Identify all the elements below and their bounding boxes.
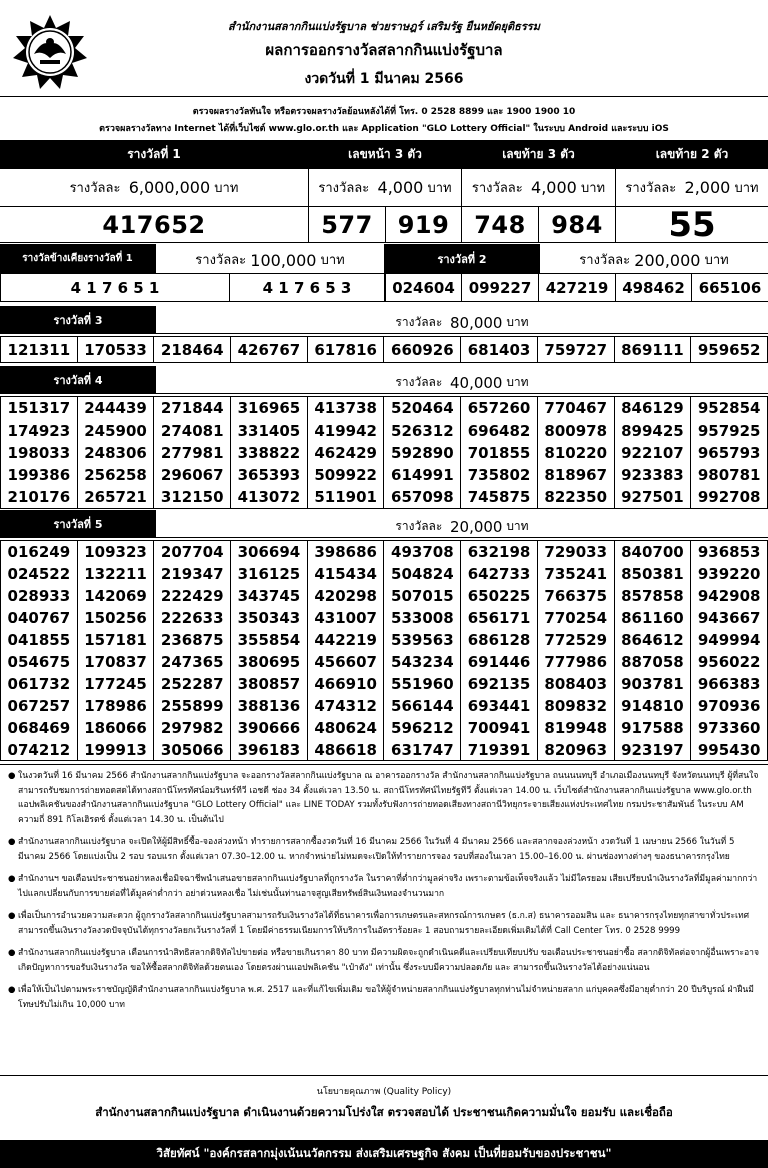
prize2-header: รางวัลที่ 2 — [385, 244, 540, 274]
prize5-number: 199913 — [78, 739, 155, 761]
prize4-number: 296067 — [154, 464, 231, 486]
prize4-grid — [0, 396, 768, 509]
prize5-number: 857858 — [615, 585, 692, 607]
prize2-number: 427219 — [539, 274, 616, 302]
prize5-number: 388136 — [231, 695, 308, 717]
front3-amount: รางวัลละ 4,000 บาท — [309, 169, 462, 207]
near-prize-header: รางวัลข้างเคียงรางวัลที่ 1 — [0, 244, 156, 274]
prize5-number: 061732 — [1, 673, 78, 695]
prize5-number: 297982 — [154, 717, 231, 739]
announcements — [0, 764, 768, 1076]
prize5-number: 772529 — [538, 629, 615, 651]
prize5-number: 820963 — [538, 739, 615, 761]
prize3-number: 759727 — [538, 337, 615, 363]
prize5-header — [0, 510, 768, 538]
prize3-number: 869111 — [615, 337, 692, 363]
near-number: 4 1 7 6 5 1 — [0, 274, 230, 302]
prize4-number: 413738 — [308, 397, 385, 419]
prize4-number: 965793 — [691, 442, 768, 464]
prize5-number: 480624 — [308, 717, 385, 739]
prize3-number: 681403 — [461, 337, 538, 363]
prize5-number: 939220 — [691, 563, 768, 585]
prize5-number: 028933 — [1, 585, 78, 607]
prize5-number: 864612 — [615, 629, 692, 651]
announcement-item: ● สำนักงานสลากกินแบ่งรัฐบาล จะเปิดให้ผู้มีสิทธิ์ซื้อ-จองล่วงหน้า ทำรายการสลากซื้องวดวันที่ 16 มีนาคม 2566 ในวันที่ 4 มีนาคม 2566 และสลากจองล่วงหน้า งวดวันที่ 1 เมษายน 2566 ในวันที่ 5 มีนาคม 2566 โดยแบ่งเป็น 2 รอบ รอบแรก ตั้งแต่เวลา 07.30–12.00 น. หากจำหน่ายไม่หมดจะเปิดให้ทำรายการจอง รอบที่สองในเวลา 15.00–16.00 น. ผ่านช่องทางต่างๆ ของธนาคารกรุงไทย — [8, 837, 735, 862]
prize4-title: รางวัลที่ 4 — [0, 366, 156, 394]
prize4-number: 735802 — [461, 464, 538, 486]
prize5-number: 693441 — [461, 695, 538, 717]
prize5-number: 396183 — [231, 739, 308, 761]
prize5-number: 132211 — [78, 563, 155, 585]
prize2-amount: รางวัลละ 200,000 บาท — [540, 244, 768, 274]
prize5-grid — [0, 540, 768, 761]
prize4-number: 526312 — [384, 419, 461, 441]
announcement-item: ● สำนักงานฯ ขอเตือนประชาชนอย่าหลงเชื่อมิจฉาชีพนำเสนอขายสลากกินแบ่งรัฐบาลที่ถูกรางวัล ในราคาที่ต่ำกว่ามูลค่าจริง เพราะตามข้อเท็จจริงแล้ว ไม่มีใครยอม เสียเปรียบนำเงินรางวัลที่มีมูลค่ามากกว่า ไปแลกเปลี่ยนกับการขายต่อที่ได้มูลค่าต่ำกว่า อย่าด่วนหลงเชื่อ ไม่เช่นนั้นท่านอาจสูญเสียทรัพย์สินเงินทองจำนวนมาก — [8, 874, 758, 899]
prize5-number: 074212 — [1, 739, 78, 761]
prize3-grid — [0, 336, 768, 363]
front3-number: 919 — [386, 207, 462, 243]
prize4-number: 696482 — [461, 419, 538, 441]
prize5-number: 533008 — [384, 607, 461, 629]
prize5-number: 236875 — [154, 629, 231, 651]
front3-header: เลขหน้า 3 ตัว — [309, 141, 462, 169]
prize4-number: 957925 — [691, 419, 768, 441]
prize5-number: 186066 — [78, 717, 155, 739]
prize4-number: 511901 — [308, 487, 385, 509]
near-prize-amount: รางวัลละ 100,000 บาท — [156, 244, 385, 274]
prize3-header — [0, 306, 768, 334]
prize5-number: 486618 — [308, 739, 385, 761]
prize5-number: 809832 — [538, 695, 615, 717]
prize5-number: 700941 — [461, 717, 538, 739]
prize5-number: 219347 — [154, 563, 231, 585]
prize4-number: 316965 — [231, 397, 308, 419]
prize4-number: 701855 — [461, 442, 538, 464]
prize4-number: 922107 — [615, 442, 692, 464]
prize4-number: 822350 — [538, 487, 615, 509]
prize3-number: 170533 — [78, 337, 155, 363]
back3-header: เลขท้าย 3 ตัว — [462, 141, 616, 169]
divider — [0, 96, 768, 97]
policy-statement: สำนักงานสลากกินแบ่งรัฐบาล ดำเนินงานด้วยความโปร่งใส ตรวจสอบได้ ประชาชนเกิดความมั่นใจ ยอมรับ และเชื่อถือ — [95, 1105, 673, 1119]
prize5-number: 355854 — [231, 629, 308, 651]
prize5-number: 777986 — [538, 651, 615, 673]
prize4-number: 818967 — [538, 464, 615, 486]
prize5-number: 222429 — [154, 585, 231, 607]
prize4-number: 992708 — [691, 487, 768, 509]
prize5-number: 650225 — [461, 585, 538, 607]
header-title: ผลการออกรางวัลสลากกินแบ่งรัฐบาล — [265, 41, 503, 59]
prize4-number: 770467 — [538, 397, 615, 419]
prize5-number: 170837 — [78, 651, 155, 673]
page-header — [0, 0, 768, 94]
prize4-number: 846129 — [615, 397, 692, 419]
prize4-number: 520464 — [384, 397, 461, 419]
prize4-number: 899425 — [615, 419, 692, 441]
prize5-number: 247365 — [154, 651, 231, 673]
prize4-number: 509922 — [308, 464, 385, 486]
prize4-number: 210176 — [1, 487, 78, 509]
prize5-number: 956022 — [691, 651, 768, 673]
prize4-number: 413072 — [231, 487, 308, 509]
prize4-number: 248306 — [78, 442, 155, 464]
prize2-number: 665106 — [692, 274, 768, 302]
prize5-number: 420298 — [308, 585, 385, 607]
prize5-number: 729033 — [538, 541, 615, 563]
prize4-number: 312150 — [154, 487, 231, 509]
prize4-number: 244439 — [78, 397, 155, 419]
prize5-number: 507015 — [384, 585, 461, 607]
prize4-number: 419942 — [308, 419, 385, 441]
prize4-number: 980781 — [691, 464, 768, 486]
prize5-number: 390666 — [231, 717, 308, 739]
prize2-number: 498462 — [616, 274, 692, 302]
prize4-number: 256258 — [78, 464, 155, 486]
prize5-number: 222633 — [154, 607, 231, 629]
top-prizes-table — [0, 140, 768, 245]
prize5-number: 642733 — [461, 563, 538, 585]
prize5-number: 177245 — [78, 673, 155, 695]
back3-number: 748 — [462, 207, 539, 243]
policy-heading: นโยบายคุณภาพ (Quality Policy) — [316, 1087, 452, 1097]
prize1-header: รางวัลที่ 1 — [0, 141, 309, 169]
prize5-number: 949994 — [691, 629, 768, 651]
check-phone-info: ตรวจผลรางวัลทันใจ หรือตรวจผลรางวัลย้อนหลังได้ที่ โทร. 0 2528 8899 และ 1900 1900 10 — [192, 107, 576, 117]
prize5-number: 692135 — [461, 673, 538, 695]
back2-header: เลขท้าย 2 ตัว — [616, 141, 768, 169]
prize3-number: 617816 — [308, 337, 385, 363]
prize5-number: 305066 — [154, 739, 231, 761]
prize5-number: 466910 — [308, 673, 385, 695]
announcement-item: ● เพื่อเป็นการอำนวยความสะดวก ผู้ถูกรางวัลสลากกินแบ่งรัฐบาลสามารถรับเงินรางวัลได้ที่ธนาคารเพื่อการเกษตรและสหกรณ์การเกษตร (ธ.ก.ส) ธนาคารออมสิน และ ธนาคารกรุงไทยทุกสาขาทั่วประเทศ สามารถขึ้นเงินรางวัลงวดปัจจุบันได้ทุกรางวัลยกเว้นรางวัลที่ 1 โดยมีค่าธรรมเนียมการให้บริการในอัตราร้อยละ 1 สอบถามรายละเอียดเพิ่มเติมได้ที่ Call Center โทร. 0 2528 9999 — [8, 911, 750, 936]
prize4-number: 952854 — [691, 397, 768, 419]
prize5-number: 903781 — [615, 673, 692, 695]
back3-amount: รางวัลละ 4,000 บาท — [462, 169, 616, 207]
prize4-number: 810220 — [538, 442, 615, 464]
prize5-number: 596212 — [384, 717, 461, 739]
prize4-number: 800978 — [538, 419, 615, 441]
prize5-number: 306694 — [231, 541, 308, 563]
prize5-number: 631747 — [384, 739, 461, 761]
front3-number: 577 — [309, 207, 386, 243]
prize4-number: 657098 — [384, 487, 461, 509]
prize1-number: 417652 — [0, 207, 309, 243]
prize5-number: 808403 — [538, 673, 615, 695]
prize5-number: 973360 — [691, 717, 768, 739]
prize5-number: 041855 — [1, 629, 78, 651]
prize4-number: 271844 — [154, 397, 231, 419]
prize5-number: 914810 — [615, 695, 692, 717]
prize4-amount: รางวัลละ 40,000 บาท — [395, 374, 529, 392]
prize5-amount: รางวัลละ 20,000 บาท — [395, 518, 529, 536]
prize5-number: 350343 — [231, 607, 308, 629]
prize5-number: 861160 — [615, 607, 692, 629]
prize5-number: 016249 — [1, 541, 78, 563]
prize4-number: 151317 — [1, 397, 78, 419]
prize5-number: 380695 — [231, 651, 308, 673]
prize4-number: 338822 — [231, 442, 308, 464]
prize5-number: 316125 — [231, 563, 308, 585]
prize3-number: 426767 — [231, 337, 308, 363]
prize5-number: 966383 — [691, 673, 768, 695]
prize5-number: 656171 — [461, 607, 538, 629]
vision-statement: วิสัยทัศน์ "องค์กรสลากมุ่งเน้นนวัตกรรม ส่งเสริมเศรษฐกิจ สังคม เป็นที่ยอมรับของประชาชน" — [0, 1140, 768, 1168]
prize5-number: 054675 — [1, 651, 78, 673]
prize3-number: 121311 — [1, 337, 78, 363]
prize4-number: 198033 — [1, 442, 78, 464]
prize5-number: 067257 — [1, 695, 78, 717]
prize5-number: 343745 — [231, 585, 308, 607]
prize5-number: 431007 — [308, 607, 385, 629]
prize5-number: 632198 — [461, 541, 538, 563]
prize5-number: 474312 — [308, 695, 385, 717]
near-and-prize2 — [0, 244, 768, 304]
prize5-number: 398686 — [308, 541, 385, 563]
prize2-number: 099227 — [462, 274, 539, 302]
near-number: 4 1 7 6 5 3 — [230, 274, 385, 302]
prize5-number: 543234 — [384, 651, 461, 673]
prize5-number: 970936 — [691, 695, 768, 717]
prize5-number: 943667 — [691, 607, 768, 629]
prize2-number: 024604 — [385, 274, 462, 302]
announcement-item: ● สำนักงานสลากกินแบ่งรัฐบาล เตือนการนำสิทธิสลากดิจิทัลไปขายต่อ หรือขายเกินราคา 80 บาท มีความผิดจะถูกดำเนินคดีและเปรียบเทียบปรับ ขอเตือนประชาชนอย่าซื้อ สลากดิจิทัลต่อจากผู้อื่นเพราะอาจเกิดปัญหาการขอรับเงินรางวัล ขอให้ซื้อสลากดิจิทัลด้วยตนเอง โดยตรงผ่านแอปพลิเคชัน "เป๋าตัง" เท่านั้น ซึ่งระบบมีความปลอดภัย และ สามารถขึ้นเงินรางวัลได้อย่างแน่นอน — [8, 948, 760, 973]
prize4-header — [0, 366, 768, 394]
prize5-number: 252287 — [154, 673, 231, 695]
prize5-number: 735241 — [538, 563, 615, 585]
prize4-number: 923383 — [615, 464, 692, 486]
prize5-number: 923197 — [615, 739, 692, 761]
prize5-number: 942908 — [691, 585, 768, 607]
prize4-number: 927501 — [615, 487, 692, 509]
prize5-number: 686128 — [461, 629, 538, 651]
prize5-number: 178986 — [78, 695, 155, 717]
prize4-number: 274081 — [154, 419, 231, 441]
prize5-title: รางวัลที่ 5 — [0, 510, 156, 538]
prize5-number: 936853 — [691, 541, 768, 563]
prize5-number: 917588 — [615, 717, 692, 739]
prize5-number: 995430 — [691, 739, 768, 761]
prize4-number: 614991 — [384, 464, 461, 486]
prize3-number: 218464 — [154, 337, 231, 363]
prize4-number: 277981 — [154, 442, 231, 464]
prize5-number: 566144 — [384, 695, 461, 717]
prize5-number: 415434 — [308, 563, 385, 585]
prize5-number: 551960 — [384, 673, 461, 695]
check-internet-info: ตรวจผลรางวัลทาง Internet ได้ที่เว็บไซต์ www.glo.or.th และ Application "GLO Lottery Official" ในระบบ Android และระบบ iOS — [99, 124, 669, 134]
prize3-number: 959652 — [691, 337, 768, 363]
back2-number: 55 — [616, 207, 768, 243]
back2-amount: รางวัลละ 2,000 บาท — [616, 169, 768, 207]
prize4-number: 331405 — [231, 419, 308, 441]
prize5-number: 142069 — [78, 585, 155, 607]
prize5-number: 819948 — [538, 717, 615, 739]
prize5-number: 207704 — [154, 541, 231, 563]
prize4-number: 657260 — [461, 397, 538, 419]
prize4-number: 365393 — [231, 464, 308, 486]
back3-number: 984 — [539, 207, 616, 243]
prize5-number: 024522 — [1, 563, 78, 585]
prize5-number: 719391 — [461, 739, 538, 761]
prize5-number: 770254 — [538, 607, 615, 629]
prize5-number: 150256 — [78, 607, 155, 629]
prize4-number: 462429 — [308, 442, 385, 464]
prize5-number: 040767 — [1, 607, 78, 629]
prize5-number: 380857 — [231, 673, 308, 695]
prize5-number: 539563 — [384, 629, 461, 651]
prize3-title: รางวัลที่ 3 — [0, 306, 156, 334]
prize4-number: 745875 — [461, 487, 538, 509]
prize5-number: 887058 — [615, 651, 692, 673]
announcement-item: ● เพื่อให้เป็นไปตามพระราชบัญญัติสำนักงานสลากกินแบ่งรัฐบาล พ.ศ. 2517 และที่แก้ไขเพิ่มเติม ขอให้ผู้จำหน่ายสลากกินแบ่งรัฐบาลทุกท่านไม่จำหน่ายสลาก แก่บุคคลซึ่งมีอายุต่ำกว่า 20 ปีบริบูรณ์ ฝ่าฝืนมีโทษปรับไม่เกิน 10,000 บาท — [8, 985, 754, 1010]
prize3-amount: รางวัลละ 80,000 บาท — [395, 314, 529, 332]
prize5-number: 109323 — [78, 541, 155, 563]
prize4-number: 592890 — [384, 442, 461, 464]
prize5-number: 691446 — [461, 651, 538, 673]
prize5-number: 442219 — [308, 629, 385, 651]
prize5-number: 068469 — [1, 717, 78, 739]
prize4-number: 245900 — [78, 419, 155, 441]
prize5-number: 840700 — [615, 541, 692, 563]
header-motto: สำนักงานสลากกินแบ่งรัฐบาล ช่วยราษฎร์ เสริมรัฐ ยืนหยัดยุติธรรม — [228, 20, 540, 33]
prize4-number: 265721 — [78, 487, 155, 509]
prize5-number: 766375 — [538, 585, 615, 607]
prize4-number: 174923 — [1, 419, 78, 441]
prize5-number: 504824 — [384, 563, 461, 585]
prize5-number: 255899 — [154, 695, 231, 717]
prize5-number: 157181 — [78, 629, 155, 651]
prize3-number: 660926 — [384, 337, 461, 363]
prize4-number: 199386 — [1, 464, 78, 486]
prize5-number: 456607 — [308, 651, 385, 673]
draw-date: งวดวันที่ 1 มีนาคม 2566 — [304, 71, 464, 87]
prize1-amount: รางวัลละ 6,000,000 บาท — [0, 169, 309, 207]
prize5-number: 850381 — [615, 563, 692, 585]
announcement-item: ● ในงวดวันที่ 16 มีนาคม 2566 สำนักงานสลากกินแบ่งรัฐบาล จะออกรางวัลสลากกินแบ่งรัฐบาล ณ อาคารออกรางวัล สำนักงานสลากกินแบ่งรัฐบาล ถนนนนทบุรี อำเภอเมืองนนทบุรี จังหวัดนนทบุรี ผู้ที่สนใจสามารถรับชมการถ่ายทอดสดได้ทางสถานีโทรทัศน์อมรินทร์ทีวี เอชดี ช่อง 34 ตั้งแต่เวลา 13.50 น. สถานีโทรทัศน์ไทยรัฐทีวี ตั้งแต่เวลา 14.00 น. เว็บไซต์สำนักงานสลากกินแบ่งรัฐบาล www.glo.or.th แอปพลิเคชันของสำนักงานสลากกินแบ่งรัฐบาล "GLO Lottery Official" และ LINE TODAY รวมทั้งรับฟังการถ่ายทอดเสียงทางสถานีวิทยุกระจายเสียงแห่งประเทศไทย กรมประชาสัมพันธ์ ในระบบ AM ความถี่ 891 กิโลเฮิรตซ์ ตั้งแต่เวลา 14.30 น. เป็นต้นไป — [8, 771, 759, 825]
prize5-number: 493708 — [384, 541, 461, 563]
quality-policy — [0, 1080, 768, 1168]
